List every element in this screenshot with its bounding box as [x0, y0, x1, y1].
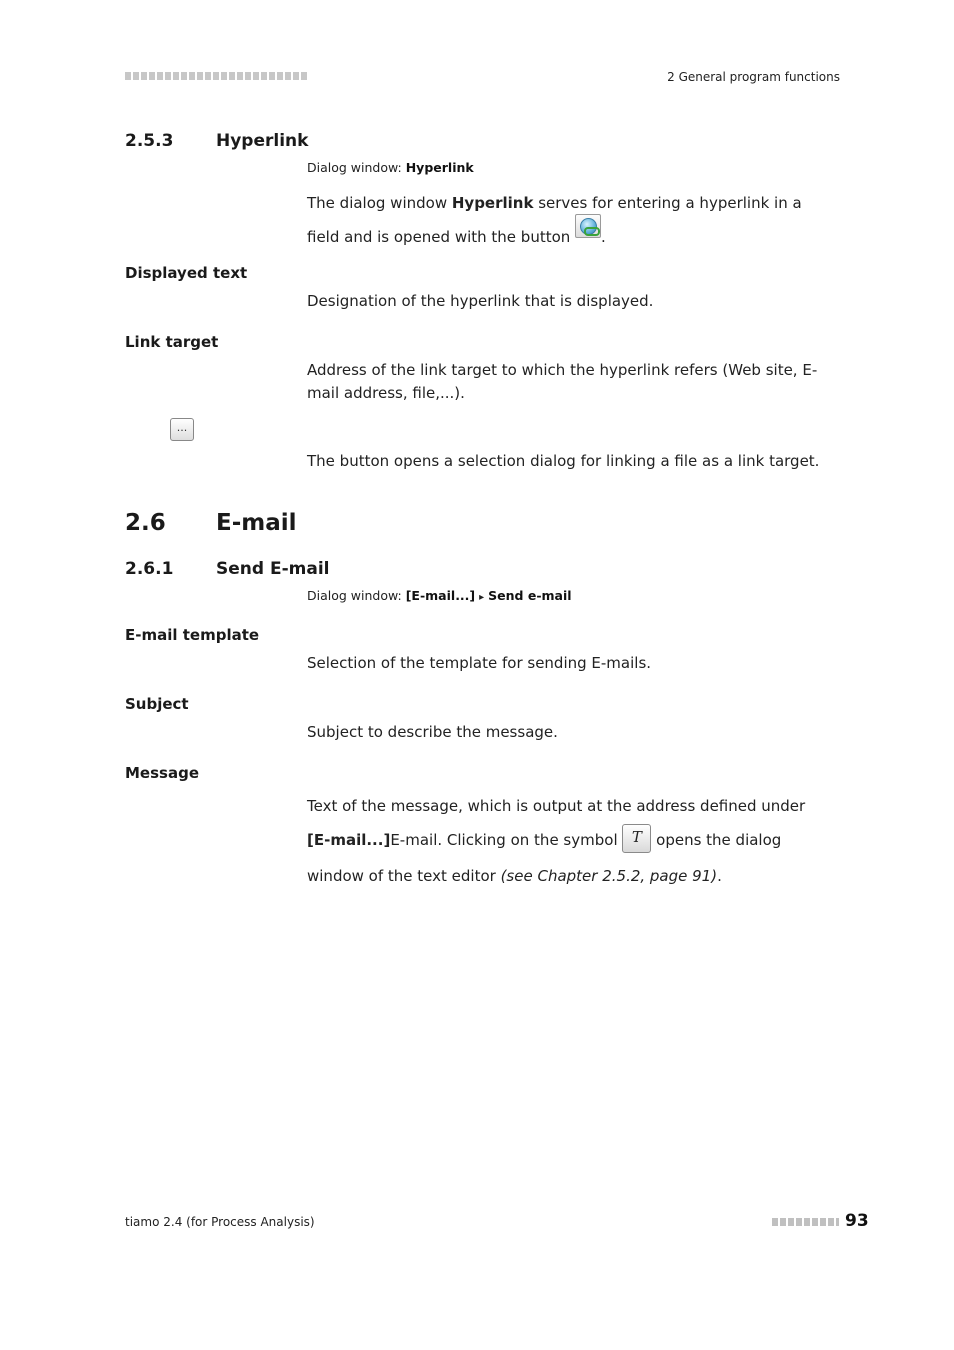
- chapter-reference: (see Chapter 2.5.2, page 91): [500, 867, 718, 885]
- section-title: Hyperlink: [216, 131, 309, 151]
- desc-subject: Subject to describe the message.: [307, 723, 558, 741]
- desc-email-template: Selection of the template for sending E-mails.: [307, 654, 652, 672]
- hyperlink-intro: The dialog window Hyperlink serves for entering a hyperlink in a field and is opened with the button .: [307, 194, 802, 246]
- running-header: 2 General program functions: [667, 70, 840, 84]
- footer-decoration: [772, 1218, 839, 1226]
- term-email-template: E-mail template: [125, 626, 260, 644]
- desc-displayed-text: Designation of the hyperlink that is displayed.: [307, 292, 654, 310]
- section-2-6-1-heading: [0, 559, 954, 583]
- hyperlink-globe-icon: [575, 214, 601, 238]
- section-number: 2.5.3: [125, 131, 174, 151]
- term-link-target: Link target: [125, 333, 219, 351]
- term-displayed-text: Displayed text: [125, 264, 248, 282]
- term-subject: Subject: [125, 695, 189, 713]
- dialog-window-line: Dialog window: [E-mail...] ▸ Send e-mail: [307, 588, 572, 603]
- desc-browse-button: The button opens a selection dialog for linking a file as a link target.: [307, 452, 820, 470]
- section-title: E-mail: [216, 510, 297, 536]
- section-2-6-heading: [0, 510, 954, 540]
- dialog-window-line: Dialog window: Hyperlink: [307, 160, 474, 175]
- section-number: 2.6: [125, 510, 166, 536]
- desc-message: Text of the message, which is output at the address defined under [E-mail...]E-mail. Clicking on the symbol T opens the dialog window of the text editor (see Chapter 2.5.2, page 91).: [307, 797, 806, 885]
- desc-link-target: Address of the link target to which the hyperlink refers (Web site, E-mail address, file,...).: [307, 361, 818, 402]
- section-number: 2.6.1: [125, 559, 174, 579]
- footer-product: tiamo 2.4 (for Process Analysis): [125, 1215, 315, 1229]
- term-message: Message: [125, 764, 199, 782]
- browse-button-icon: ...: [170, 418, 194, 441]
- header-decoration: [125, 72, 307, 80]
- text-editor-icon: T: [622, 824, 651, 853]
- section-title: Send E-mail: [216, 559, 330, 579]
- section-2-5-3-heading: [0, 131, 954, 155]
- menu-arrow-icon: ▸: [479, 592, 485, 603]
- page-number: 93: [845, 1211, 869, 1231]
